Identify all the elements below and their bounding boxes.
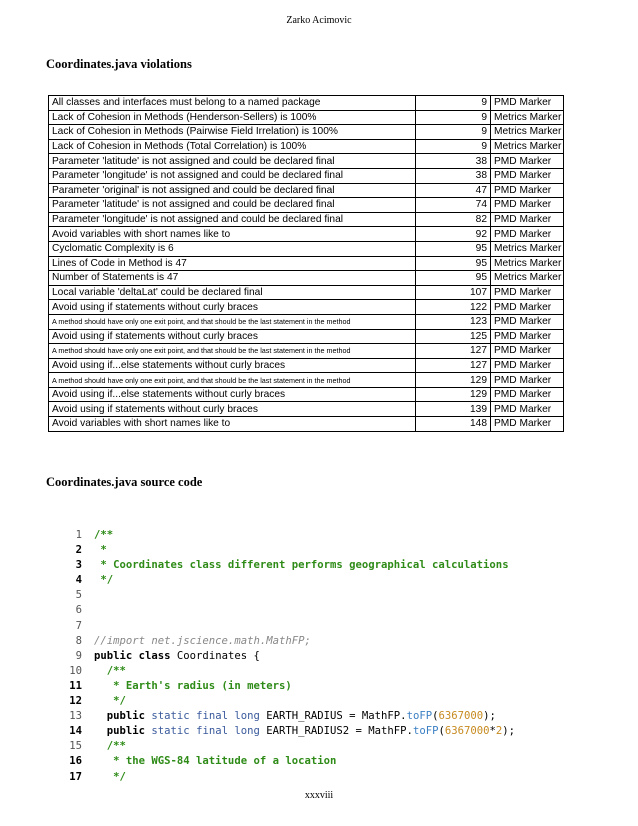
code-token: /** [94,740,126,753]
violations-table [48,95,564,432]
violations-heading: Coordinates.java violations [46,57,192,71]
violation-source: PMD Marker [491,227,564,242]
violation-source: PMD Marker [491,417,564,432]
line-number: 2 [75,544,82,557]
code-line [60,634,515,649]
violation-source: PMD Marker [491,314,564,329]
violation-line: 127 [416,344,491,359]
table-row [49,241,564,256]
table-row [49,344,564,359]
violation-source: Metrics Marker [491,110,564,125]
table-row [49,227,564,242]
code-token: * the WGS-84 latitude of a location [94,755,337,768]
table-row [49,110,564,125]
code-line [60,724,515,739]
table-row [49,285,564,300]
line-number: 17 [69,770,82,783]
code-token: toFP [412,725,439,738]
code-line [60,588,515,603]
violations-table-body [49,96,564,432]
violation-message: A method should have only one exit point, and that should be the last statement in the method [49,314,416,329]
violation-message: Avoid using if statements without curly braces [49,402,416,417]
line-number: 10 [69,664,82,677]
line-number: 6 [75,604,82,617]
code-line [60,679,515,694]
table-row [49,139,564,154]
violation-source: Metrics Marker [491,256,564,271]
code-token: EARTH_RADIUS2 = MathFP. [259,725,413,738]
code-line [60,694,515,709]
violation-source: PMD Marker [491,300,564,315]
violation-source: PMD Marker [491,344,564,359]
code-token: ( [432,710,439,723]
code-token: 6367000 [438,710,484,723]
code-line [60,770,515,785]
violation-line: 82 [416,212,491,227]
violation-line: 129 [416,373,491,388]
line-number: 8 [75,634,82,647]
table-row [49,198,564,213]
code-token: toFP [406,710,433,723]
line-number: 13 [69,710,82,723]
violation-message: Parameter 'latitude' is not assigned and could be declared final [49,154,416,169]
violation-message: All classes and interfaces must belong to a named package [49,96,416,111]
violation-message: Avoid using if statements without curly braces [49,300,416,315]
violation-source: PMD Marker [491,402,564,417]
line-number: 1 [75,529,82,541]
violation-source: PMD Marker [491,198,564,213]
violation-line: 125 [416,329,491,344]
violation-message: A method should have only one exit point, and that should be the last statement in the method [49,373,416,388]
table-row [49,271,564,286]
code-line [60,664,515,679]
violation-source: PMD Marker [491,96,564,111]
violation-message: Parameter 'original' is not assigned and could be declared final [49,183,416,198]
table-row [49,154,564,169]
violation-source: Metrics Marker [491,271,564,286]
code-line [60,649,515,664]
violation-source: PMD Marker [491,373,564,388]
code-token: public [94,725,146,738]
violation-source: Metrics Marker [491,139,564,154]
violation-source: PMD Marker [491,183,564,198]
violation-source: PMD Marker [491,329,564,344]
source-code-heading: Coordinates.java source code [46,475,203,489]
violation-line: 92 [416,227,491,242]
code-token: */ [94,574,114,587]
violation-message: Avoid using if statements without curly braces [49,329,416,344]
table-row [49,300,564,315]
code-token: public [94,710,146,723]
code-token: /** [94,529,114,541]
violation-line: 107 [416,285,491,300]
code-line [60,619,515,634]
violation-line: 95 [416,271,491,286]
violation-message: Avoid variables with short names like to [49,417,416,432]
code-token: */ [94,770,126,783]
table-row [49,387,564,402]
code-token: */ [94,695,126,708]
table-row [49,358,564,373]
code-token: * Earth's radius (in meters) [94,679,292,692]
violation-line: 148 [416,417,491,432]
code-token: * [94,544,107,557]
violation-message: Local variable 'deltaLat' could be declared final [49,285,416,300]
line-number: 11 [69,679,82,692]
code-line [60,558,515,573]
violation-line: 95 [416,256,491,271]
line-number: 15 [69,740,82,753]
violation-message: Lines of Code in Method is 47 [49,256,416,271]
violation-source: Metrics Marker [491,125,564,140]
violation-message: Parameter 'latitude' is not assigned and could be declared final [49,198,416,213]
violation-line: 9 [416,110,491,125]
violation-line: 47 [416,183,491,198]
violation-source: PMD Marker [491,387,564,402]
table-row [49,417,564,432]
violation-message: Cyclomatic Complexity is 6 [49,241,416,256]
violation-line: 129 [416,387,491,402]
line-number: 14 [69,725,82,738]
violation-source: PMD Marker [491,168,564,183]
table-row [49,329,564,344]
line-number: 9 [75,649,82,662]
code-token: 2 [495,725,503,738]
violation-line: 139 [416,402,491,417]
table-row [49,256,564,271]
table-row [49,183,564,198]
violation-message: Lack of Cohesion in Methods (Total Correlation) is 100% [49,139,416,154]
violation-source: PMD Marker [491,212,564,227]
violation-line: 74 [416,198,491,213]
violation-message: Lack of Cohesion in Methods (Henderson-Sellers) is 100% [49,110,416,125]
page-number: xxxviii [304,790,334,801]
code-line [60,603,515,618]
code-token: static final long [151,710,260,723]
code-token: ( [438,725,445,738]
violation-message: Lack of Cohesion in Methods (Pairwise Field Irrelation) is 100% [49,125,416,140]
violation-line: 95 [416,241,491,256]
violation-message: Parameter 'longitude' is not assigned and could be declared final [49,168,416,183]
code-token: //import net.jscience.math.MathFP; [94,634,311,647]
source-code-listing [60,528,515,785]
code-line [60,528,515,543]
violation-line: 123 [416,314,491,329]
code-token: EARTH_RADIUS = MathFP. [259,710,407,723]
table-row [49,373,564,388]
violation-message: A method should have only one exit point, and that should be the last statement in the method [49,344,416,359]
code-token: static final long [151,725,260,738]
table-row [49,314,564,329]
table-row [49,96,564,111]
code-line [60,709,515,724]
line-number: 5 [75,589,82,602]
violation-line: 38 [416,154,491,169]
code-token: /** [94,664,126,677]
violation-line: 9 [416,96,491,111]
line-number: 7 [75,619,82,632]
code-line [60,573,515,588]
code-token: ); [483,710,496,723]
page-header-author: Zarko Acimovic [286,15,352,26]
code-token: 6367000 [444,725,490,738]
violation-source: PMD Marker [491,285,564,300]
violation-message: Avoid variables with short names like to [49,227,416,242]
code-token: ); [502,725,516,738]
code-token: * [489,725,496,738]
line-number: 16 [69,755,82,768]
line-number: 3 [75,559,82,572]
violation-source: Metrics Marker [491,241,564,256]
code-line [60,754,515,769]
violation-line: 127 [416,358,491,373]
violation-source: PMD Marker [491,358,564,373]
violation-line: 9 [416,139,491,154]
table-row [49,402,564,417]
violation-message: Avoid using if...else statements without curly braces [49,387,416,402]
table-row [49,125,564,140]
code-token: Coordinates { [170,649,260,662]
violation-line: 9 [416,125,491,140]
violation-message: Parameter 'longitude' is not assigned and could be declared final [49,212,416,227]
code-token: * Coordinates class different performs geographical calculations [94,559,509,572]
code-line [60,543,515,558]
table-row [49,212,564,227]
violation-line: 38 [416,168,491,183]
violation-line: 122 [416,300,491,315]
line-number: 4 [75,574,82,587]
line-number: 12 [69,695,82,708]
violation-source: PMD Marker [491,154,564,169]
violation-message: Avoid using if...else statements without curly braces [49,358,416,373]
code-line [60,739,515,754]
table-row [49,168,564,183]
violation-message: Number of Statements is 47 [49,271,416,286]
code-token: public class [94,649,171,662]
